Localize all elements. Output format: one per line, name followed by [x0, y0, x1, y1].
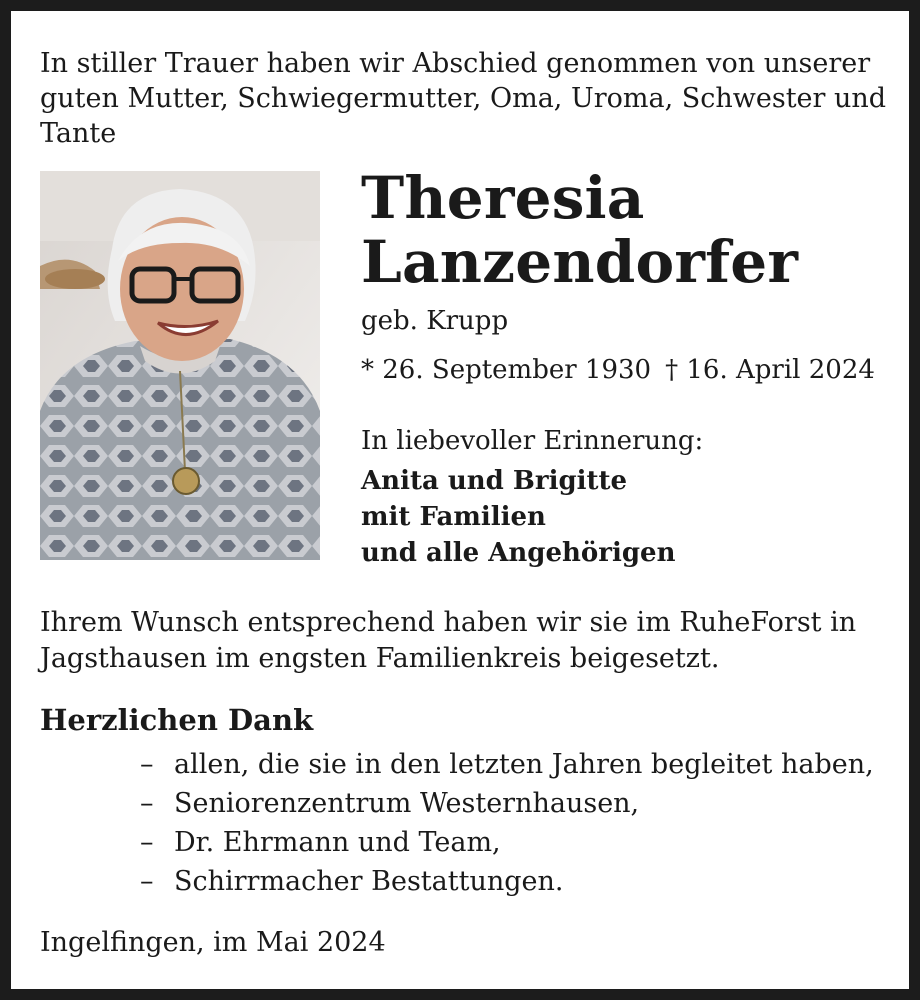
birth-date: * 26. September 1930 — [361, 355, 652, 385]
dash-bullet: – — [140, 866, 154, 897]
portrait-photo — [40, 171, 320, 560]
deceased-name — [361, 166, 798, 294]
burial-note: Ihrem Wunsch entsprechend haben wir sie im RuheForst in Jagsthausen im engsten Familienkreis beigesetzt. — [40, 607, 857, 674]
death-date: † 16. April 2024 — [665, 355, 875, 385]
thanks-item — [140, 745, 900, 784]
thanks-item — [140, 862, 900, 901]
intro-text: In stiller Trauer haben wir Abschied genommen von unserer guten Mutter, Schwiegermutter, Oma, Uroma, Schwester und Tante — [40, 48, 887, 149]
thanks-item — [140, 823, 900, 862]
thanks-list — [140, 745, 900, 901]
thanks-item-text: Dr. Ehrmann und Team, — [174, 827, 501, 858]
mourner-line: und alle Angehörigen — [361, 538, 676, 568]
thanks-heading: Herzlichen Dank — [40, 703, 314, 737]
thanks-item-text: allen, die sie in den letzten Jahren begleitet haben, — [174, 749, 874, 780]
maiden-name: geb. Krupp — [361, 306, 509, 336]
memorial-title: In liebevoller Erinnerung: — [361, 426, 704, 456]
last-name: Lanzendorfer — [361, 228, 799, 296]
dash-bullet: – — [140, 749, 154, 780]
thanks-item-text: Seniorenzentrum Westernhausen, — [174, 788, 640, 819]
place-and-date: Ingelfingen, im Mai 2024 — [40, 927, 386, 958]
thanks-item-text: Schirrmacher Bestattungen. — [174, 866, 564, 897]
first-name: Theresia — [361, 164, 645, 232]
life-dates — [361, 353, 901, 387]
mourner-line: mit Familien — [361, 502, 546, 532]
thanks-item — [140, 784, 900, 823]
dash-bullet: – — [140, 788, 154, 819]
dash-bullet: – — [140, 827, 154, 858]
mourner-line: Anita und Brigitte — [361, 466, 628, 496]
mourners-list — [361, 463, 675, 571]
